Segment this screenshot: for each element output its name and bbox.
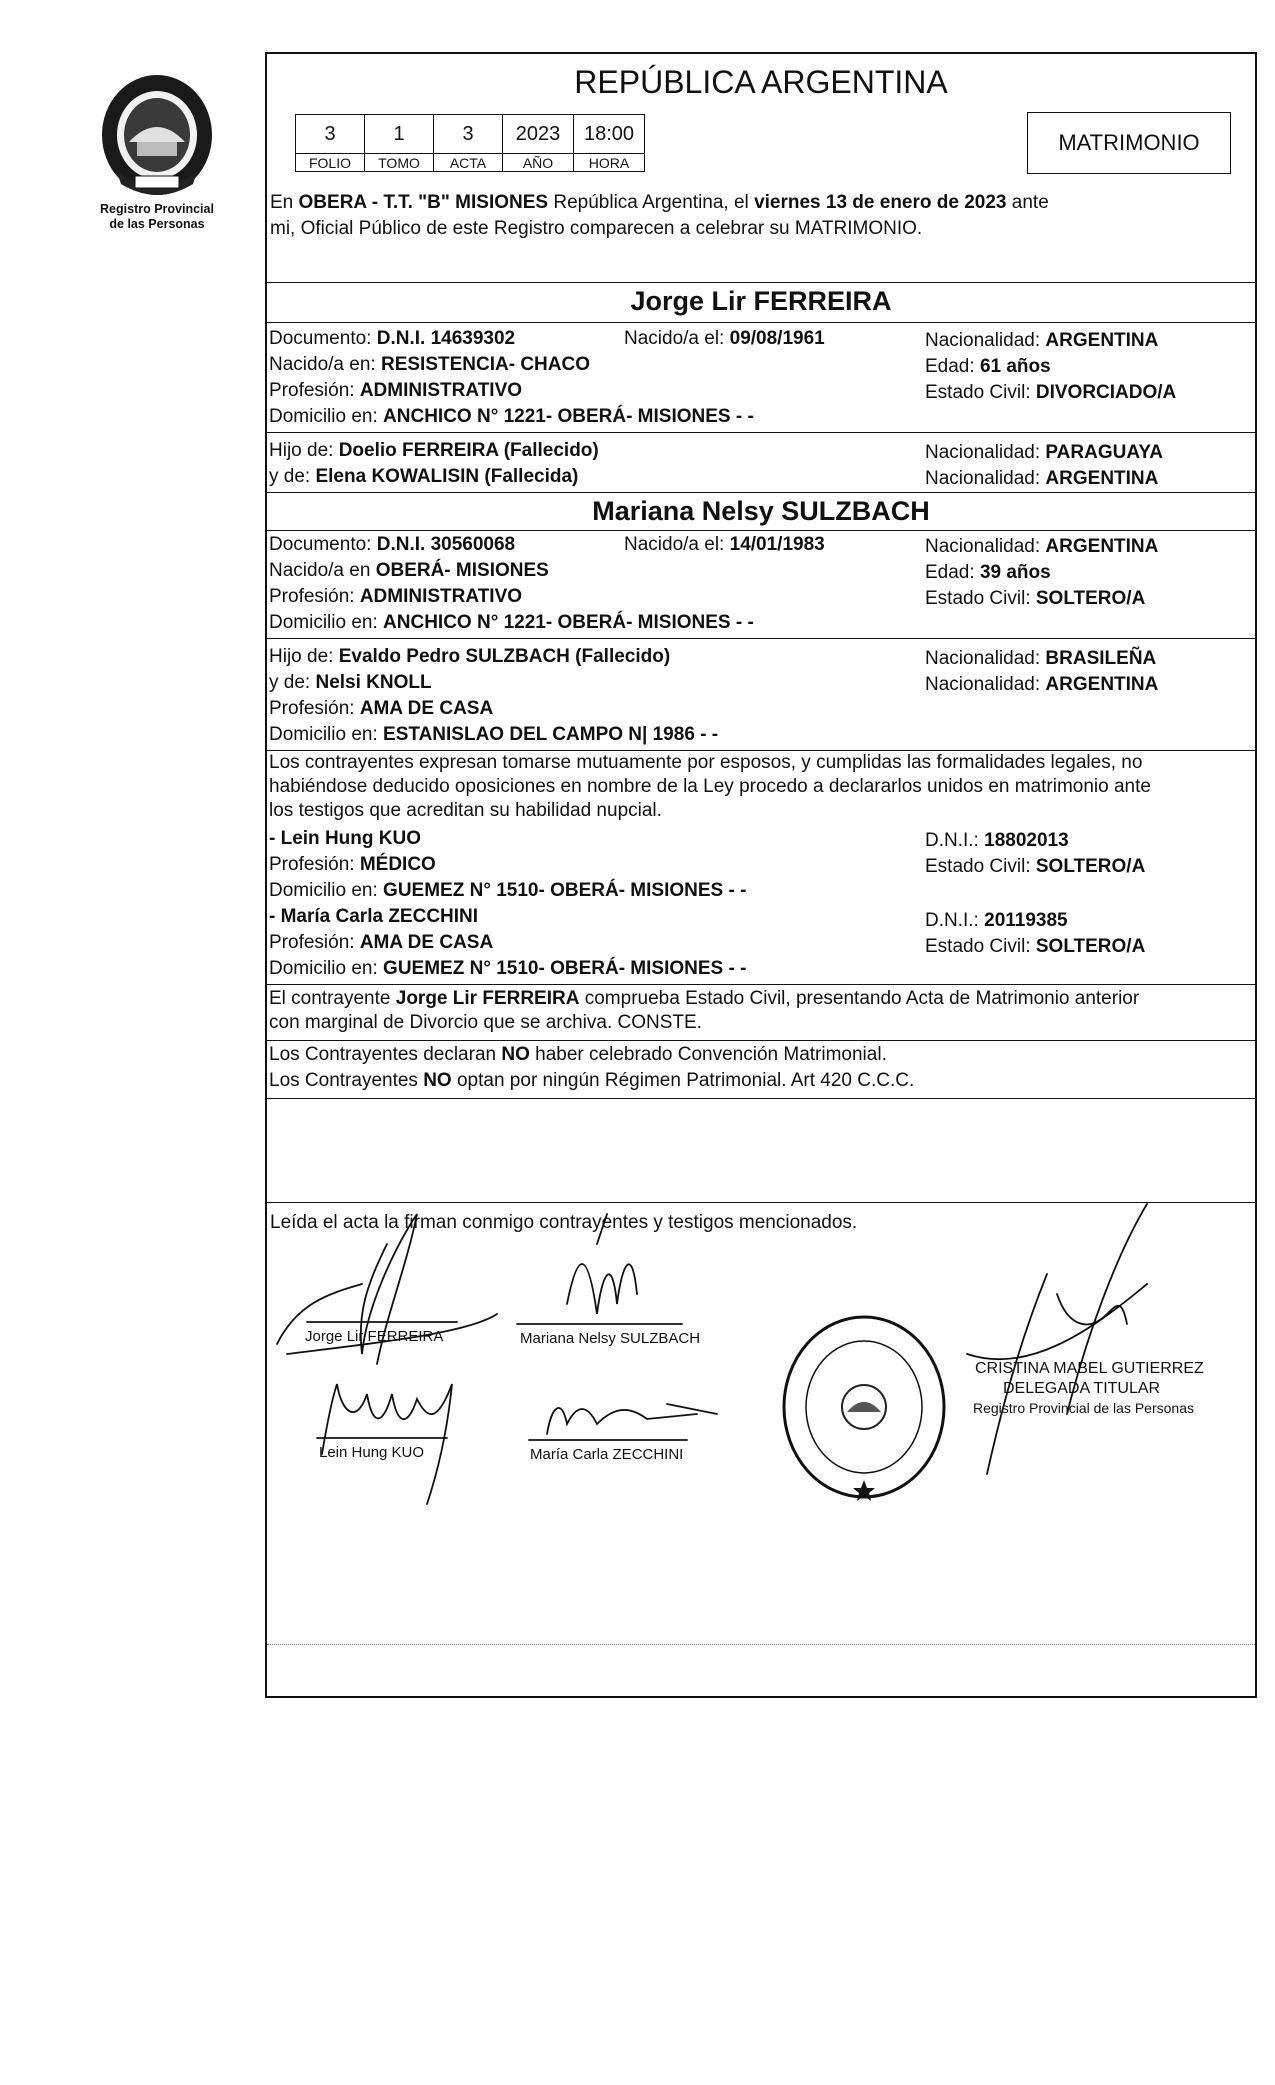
spouse1-age: Edad: 61 años [925,356,1051,377]
witness1-dni: D.N.I.: 18802013 [925,830,1069,851]
spouse2-profession: Profesión: ADMINISTRATIVO [269,586,523,607]
spouse1-mother-nationality: Nacionalidad: ARGENTINA [925,468,1159,489]
bottom-dotted-line [267,1644,1255,1645]
witness2-profession: Profesión: AMA DE CASA [269,932,494,953]
signature-caption-witness1: Lein Hung KUO [319,1444,425,1461]
witness2-dni: D.N.I.: 20119385 [925,910,1068,931]
note-line-2: con marginal de Divorcio que se archiva. CONSTE. [269,1012,702,1033]
closing-statement: Leída el acta la firman conmigo contrayentes y testigos mencionados. [270,1212,858,1233]
spouse1-name: Jorge Lir FERREIRA [630,286,892,316]
witness2-civil-status: Estado Civil: SOLTERO/A [925,936,1146,957]
spouse1-mother: y de: Elena KOWALISIN (Fallecida) [269,466,579,487]
spouse2-birthdate: Nacido/a el: 14/01/1983 [624,534,825,555]
hora-value: 18:00 [574,115,645,154]
spouse2-mother: y de: Nelsi KNOLL [269,672,432,693]
misiones-shield-icon [97,72,217,198]
registry-caption: Registro Provincial de las Personas [100,202,214,231]
signature-caption-witness2: María Carla ZECCHINI [530,1446,684,1463]
spouse1-address: Domicilio en: ANCHICO N° 1221- OBERÁ- MISIONES - - [269,406,754,427]
declaration-line-2: habiéndose deducido oposiciones en nombre de la Ley procedo a declararlos unidos en matrimonio ante [269,776,1151,797]
spouse2-mother-address: Domicilio en: ESTANISLAO DEL CAMPO N| 1986 - - [269,724,719,745]
registry-logo [82,72,232,232]
handwritten-signatures [267,54,1257,1694]
spouse2-birthplace: Nacido/a en OBERÁ- MISIONES [269,560,549,581]
document-title: REPÚBLICA ARGENTINA [574,64,948,100]
spouse2-document: Documento: D.N.I. 30560068 [269,534,516,555]
spouse1-document: Documento: D.N.I. 14639302 [269,328,516,349]
signature-caption-spouse1: Jorge Lir FERREIRA [305,1328,444,1345]
declaration-line-1: Los contrayentes expresan tomarse mutuamente por esposos, y cumplidas las formalidades legales, no [269,752,1143,773]
official-role-stamp: DELEGADA TITULAR [1003,1380,1161,1397]
witness1-address: Domicilio en: GUEMEZ N° 1510- OBERÁ- MISIONES - - [269,880,747,901]
hora-label: HORA [574,154,645,172]
record-type-box: MATRIMONIO [1027,112,1231,174]
witness2-address: Domicilio en: GUEMEZ N° 1510- OBERÁ- MISIONES - - [269,958,747,979]
spouse1-father: Hijo de: Doelio FERREIRA (Fallecido) [269,440,599,461]
anio-value: 2023 [503,115,574,154]
tomo-label: TOMO [365,154,434,172]
spouse2-mother-nationality: Nacionalidad: ARGENTINA [925,674,1159,695]
spouse1-father-nationality: Nacionalidad: PARAGUAYA [925,442,1163,463]
declaration-line-3: los testigos que acreditan su habilidad nupcial. [269,800,662,821]
certificate-frame [265,52,1257,1698]
note-line-1: El contrayente Jorge Lir FERREIRA comprueba Estado Civil, presentando Acta de Matrimonio anterior [269,988,1140,1009]
official-seal [779,1312,949,1502]
official-org-stamp: Registro Provincial de las Personas [973,1400,1194,1416]
spouse2-father-nationality: Nacionalidad: BRASILEÑA [925,648,1157,669]
official-name-stamp: CRISTINA MABEL GUTIERREZ [975,1360,1204,1377]
spouse1-nationality: Nacionalidad: ARGENTINA [925,330,1159,351]
spouse2-civil-status: Estado Civil: SOLTERO/A [925,588,1146,609]
witness1-profession: Profesión: MÉDICO [269,854,436,875]
spouse1-civil-status: Estado Civil: DIVORCIADO/A [925,382,1177,403]
spouse2-age: Edad: 39 años [925,562,1051,583]
acta-value: 3 [434,115,503,154]
folio-value: 3 [296,115,365,154]
spouse1-birthplace: Nacido/a en: RESISTENCIA- CHACO [269,354,590,375]
intro-line-2: mi, Oficial Público de este Registro comparecen a celebrar su MATRIMONIO. [270,218,923,239]
acta-label: ACTA [434,154,503,172]
spouse2-father: Hijo de: Evaldo Pedro SULZBACH (Fallecido) [269,646,671,667]
regime-line-2: Los Contrayentes NO optan por ningún Régimen Patrimonial. Art 420 C.C.C. [269,1070,915,1091]
spouse1-profession: Profesión: ADMINISTRATIVO [269,380,523,401]
spouse2-mother-profession: Profesión: AMA DE CASA [269,698,494,719]
tomo-value: 1 [365,115,434,154]
anio-label: AÑO [503,154,574,172]
witness2-name: - María Carla ZECCHINI [269,906,479,927]
signature-caption-spouse2: Mariana Nelsy SULZBACH [520,1330,701,1347]
spouse1-birthdate: Nacido/a el: 09/08/1961 [624,328,825,349]
regime-line-1: Los Contrayentes declaran NO haber celebrado Convención Matrimonial. [269,1044,887,1065]
witness1-civil-status: Estado Civil: SOLTERO/A [925,856,1146,877]
spouse2-name: Mariana Nelsy SULZBACH [592,496,930,526]
witness1-name: - Lein Hung KUO [269,828,421,849]
spouse2-nationality: Nacionalidad: ARGENTINA [925,536,1159,557]
folio-label: FOLIO [296,154,365,172]
spouse2-address: Domicilio en: ANCHICO N° 1221- OBERÁ- MISIONES - - [269,612,754,633]
intro-line-1: En OBERA - T.T. "B" MISIONES República Argentina, el viernes 13 de enero de 2023 ante [270,192,1049,213]
